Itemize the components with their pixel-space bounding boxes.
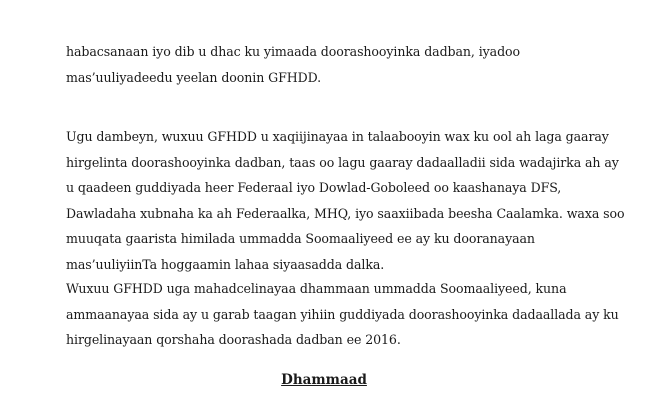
paragraph-2 [66,124,626,277]
text-line: u qaadeen guddiyada heer Federaal iyo Dowlad-Goboleed oo kaashanaya DFS, [66,180,562,195]
text-line: hirgelinayaan qorshaha doorashada dadban ee 2016. [66,332,401,347]
text-line: mas’uuliyiinTa hoggaamin lahaa siyaasadda dalka. [66,256,385,272]
closing-title: Dhammaad [281,372,367,388]
text-line: Ugu dambeyn, wuxuu GFHDD u xaqiijinayaa in talaabooyin wax ku ool ah laga gaaray [66,129,609,144]
text-line: Dawladaha xubnaha ka ah Federaalka, MHQ, iyo saaxiibada beesha Caalamka. waxa soo [66,205,625,221]
text-line: muuqata gaarista himilada ummadda Soomaaliyeed ee ay ku dooranayaan [66,231,535,246]
text-line: mas’uuliyadeedu yeelan doonin GFHDD. [66,69,322,85]
text-line: ammaanayaa sida ay u garab taagan yihiin guddiyada doorashooyinka dadaallada ay ku [66,306,619,322]
text-line: hirgelinta doorashooyinka dadban, taas oo lagu gaaray dadaalladii sida wadajirka ah ay [66,154,619,170]
text-line: habacsanaan iyo dib u dhac ku yimaada doorashooyinka dadban, iyadoo [66,44,520,59]
paragraph-3 [66,276,626,353]
paragraph-1 [66,39,626,90]
text-line: Wuxuu GFHDD uga mahadcelinayaa dhammaan ummadda Soomaaliyeed, kuna [66,281,567,296]
